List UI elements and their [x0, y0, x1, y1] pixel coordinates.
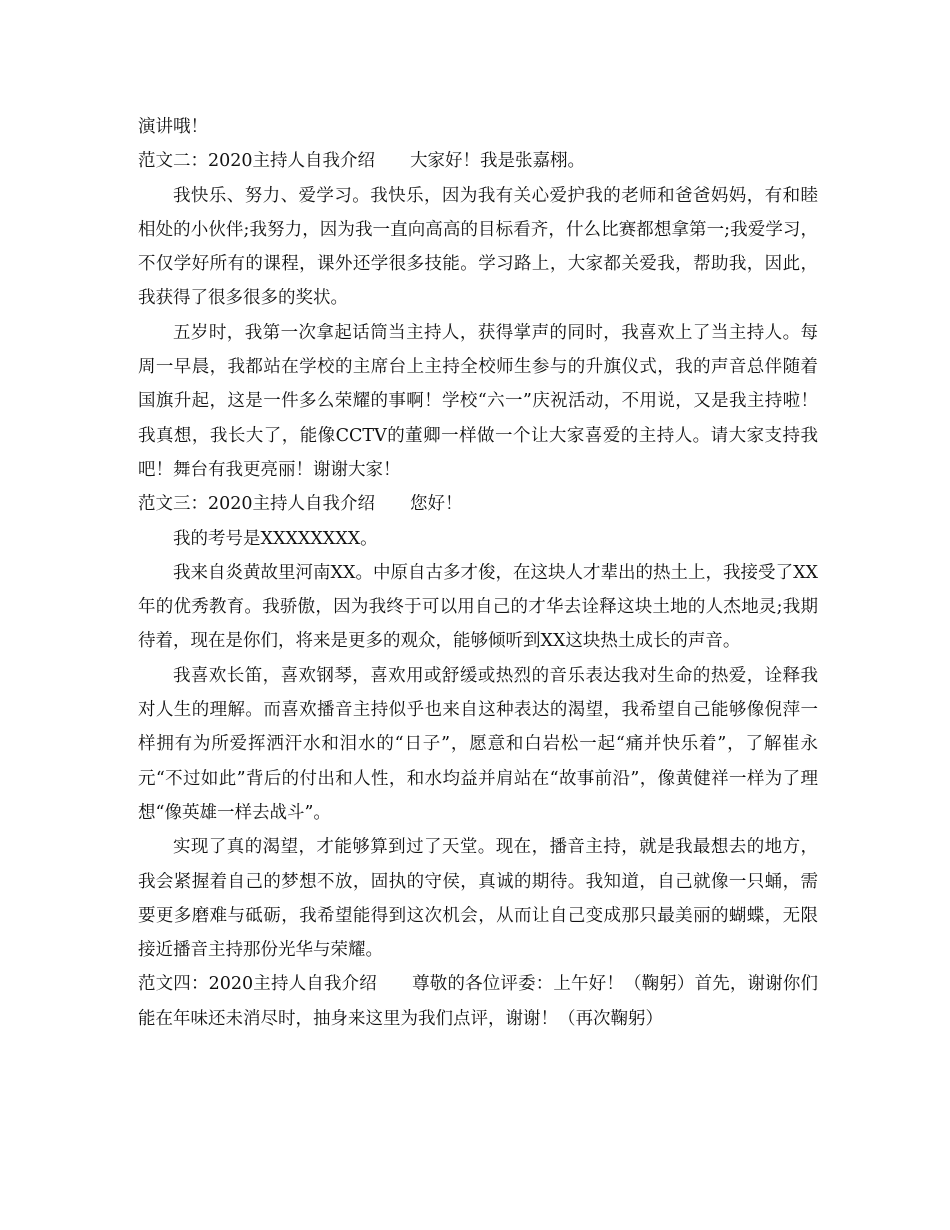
- document-body: [138, 110, 818, 1036]
- paragraph-sample-two-intro: 我快乐、努力、爱学习。我快乐，因为我有关心爱护我的老师和爸爸妈妈，有和睦相处的小伙伴;我努力，因为我一直向高高的目标看齐，什么比赛都想拿第一;我爱学习，不仅学好所有的课程，课外还学很多技能。学习路上，大家都关爱我，帮助我，因此，我获得了很多很多的奖状。: [138, 185, 818, 309]
- paragraph-exam-number: 我的考号是XXXXXXXX。: [173, 528, 378, 549]
- paragraph-sample-two-story: 五岁时，我第一次拿起话筒当主持人，获得掌声的同时，我喜欢上了当主持人。每周一早晨，我都站在学校的主席台上主持全校师生参与的升旗仪式，我的声音总伴随着国旗升起，这是一件多么荣耀的事啊！学校“六一”庆祝活动，不用说，又是我主持啦！我真想，我长大了，能像CCTV的董卿一样做一个让大家喜爱的主持人。请大家支持我吧！舞台有我更亮丽！谢谢大家！: [138, 322, 818, 480]
- paragraph-closing-line: 演讲哦！: [138, 117, 208, 137]
- paragraph-hobbies: 我喜欢长笛，喜欢钢琴，喜欢用或舒缓或热烈的音乐表达我对生命的热爱，诠释我对人生的理解。而喜欢播音主持似乎也来自这种表达的渴望，我希望自己能够像倪萍一样拥有为所爱挥洒汗水和泪水的“日子”，愿意和白岩松一起“痛并快乐着”，了解崔永元“不过如此”背后的付出和人性，和水均益并肩站在“故事前沿”，像黄健祥一样为了理想“像英雄一样去战斗”。: [138, 665, 818, 823]
- paragraph-aspiration: 实现了真的渴望，才能够算到过了天堂。现在，播音主持，就是我最想去的地方，我会紧握着自己的梦想不放，固执的守侯，真诚的期待。我知道，自己就像一只蛹，需要更多磨难与砥砺，我希望能得到这次机会，从而让自己变成那只最美丽的蝴蝶，无限接近播音主持那份光华与荣耀。: [138, 837, 818, 961]
- paragraph-sample-two-heading: 范文二：2020主持人自我介绍 大家好！我是张嘉栩。: [138, 151, 586, 172]
- paragraph-hometown: 我来自炎黄故里河南XX。中原自古多才俊，在这块人才辈出的热土上，我接受了XX年的优秀教育。我骄傲，因为我终于可以用自己的才华去诠释这块土地的人杰地灵;我期待着，现在是你们，将来是更多的观众，能够倾听到XX这块热土成长的声音。: [138, 562, 818, 652]
- paragraph-sample-four-heading: 范文四：2020主持人自我介绍 尊敬的各位评委：上午好！（鞠躬）首先，谢谢你们能在年味还未消尽时，抽身来这里为我们点评，谢谢！（再次鞠躬）: [138, 974, 818, 1029]
- paragraph-sample-three-heading: 范文三：2020主持人自我介绍 您好！: [138, 494, 463, 515]
